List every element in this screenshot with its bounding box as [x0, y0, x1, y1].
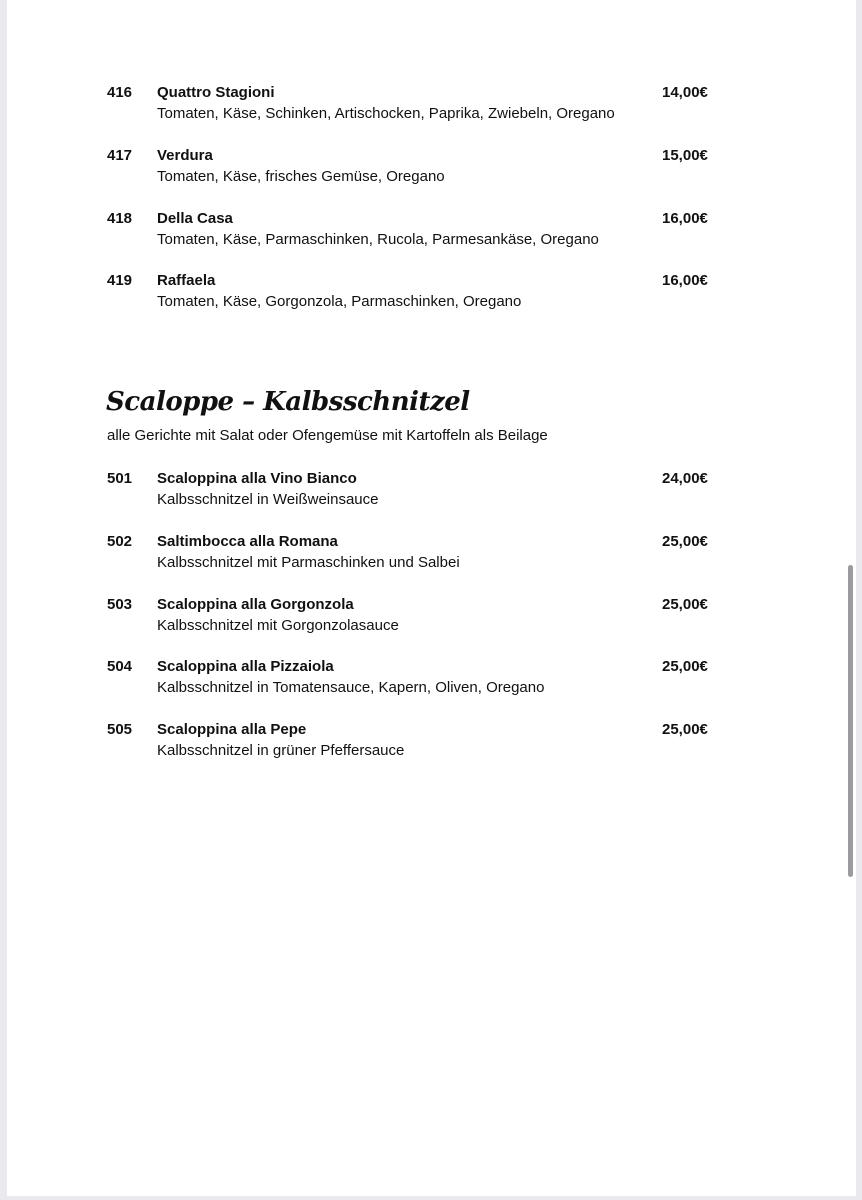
item-number: 416 [107, 84, 133, 101]
item-number: 503 [107, 596, 133, 613]
item-description: Tomaten, Käse, Schinken, Artischocken, Paprika, Zwiebeln, Oregano [157, 105, 615, 122]
item-number: 419 [107, 272, 133, 289]
item-name: Della Casa [157, 210, 233, 227]
item-price: 24,00€ [662, 470, 708, 487]
item-name: Quattro Stagioni [157, 84, 275, 101]
item-number: 418 [107, 210, 133, 227]
item-number: 505 [107, 721, 133, 738]
item-name: Scaloppina alla Pizzaiola [157, 658, 334, 675]
item-price: 16,00€ [662, 272, 708, 289]
item-name: Verdura [157, 147, 213, 164]
item-description: Kalbsschnitzel mit Parmaschinken und Salbei [157, 554, 460, 571]
menu-item [7, 533, 856, 577]
menu-item [7, 470, 856, 514]
item-number: 502 [107, 533, 133, 550]
item-description: Kalbsschnitzel in Weißweinsauce [157, 491, 379, 508]
item-description: Kalbsschnitzel mit Gorgonzolasauce [157, 617, 399, 634]
item-description: Tomaten, Käse, Parmaschinken, Rucola, Parmesankäse, Oregano [157, 231, 599, 248]
menu-item [7, 84, 856, 128]
menu-item [7, 658, 856, 702]
item-name: Scaloppina alla Pepe [157, 721, 307, 738]
item-number: 504 [107, 658, 133, 675]
item-description: Tomaten, Käse, frisches Gemüse, Oregano [157, 168, 445, 185]
menu-item [7, 596, 856, 640]
item-name: Saltimbocca alla Romana [157, 533, 338, 550]
item-price: 25,00€ [662, 596, 708, 613]
item-price: 25,00€ [662, 658, 708, 675]
item-description: Tomaten, Käse, Gorgonzola, Parmaschinken, Oregano [157, 293, 522, 310]
item-number: 501 [107, 470, 133, 487]
item-price: 25,00€ [662, 533, 708, 550]
item-name: Raffaela [157, 272, 216, 289]
section-subtitle: alle Gerichte mit Salat oder Ofengemüse mit Kartoffeln als Beilage [107, 427, 548, 444]
section-title: Scaloppe – Kalbsschnitzel [106, 387, 470, 417]
item-price: 16,00€ [662, 210, 708, 227]
item-price: 25,00€ [662, 721, 708, 738]
vertical-scrollbar[interactable] [848, 565, 853, 877]
menu-item [7, 272, 856, 316]
menu-item [7, 721, 856, 765]
item-name: Scaloppina alla Vino Bianco [157, 470, 357, 487]
item-price: 15,00€ [662, 147, 708, 164]
item-description: Kalbsschnitzel in grüner Pfeffersauce [157, 742, 405, 759]
menu-page [7, 0, 856, 1196]
menu-item [7, 147, 856, 191]
item-number: 417 [107, 147, 133, 164]
item-description: Kalbsschnitzel in Tomatensauce, Kapern, Oliven, Oregano [157, 679, 545, 696]
menu-item [7, 210, 856, 254]
item-price: 14,00€ [662, 84, 708, 101]
item-name: Scaloppina alla Gorgonzola [157, 596, 354, 613]
